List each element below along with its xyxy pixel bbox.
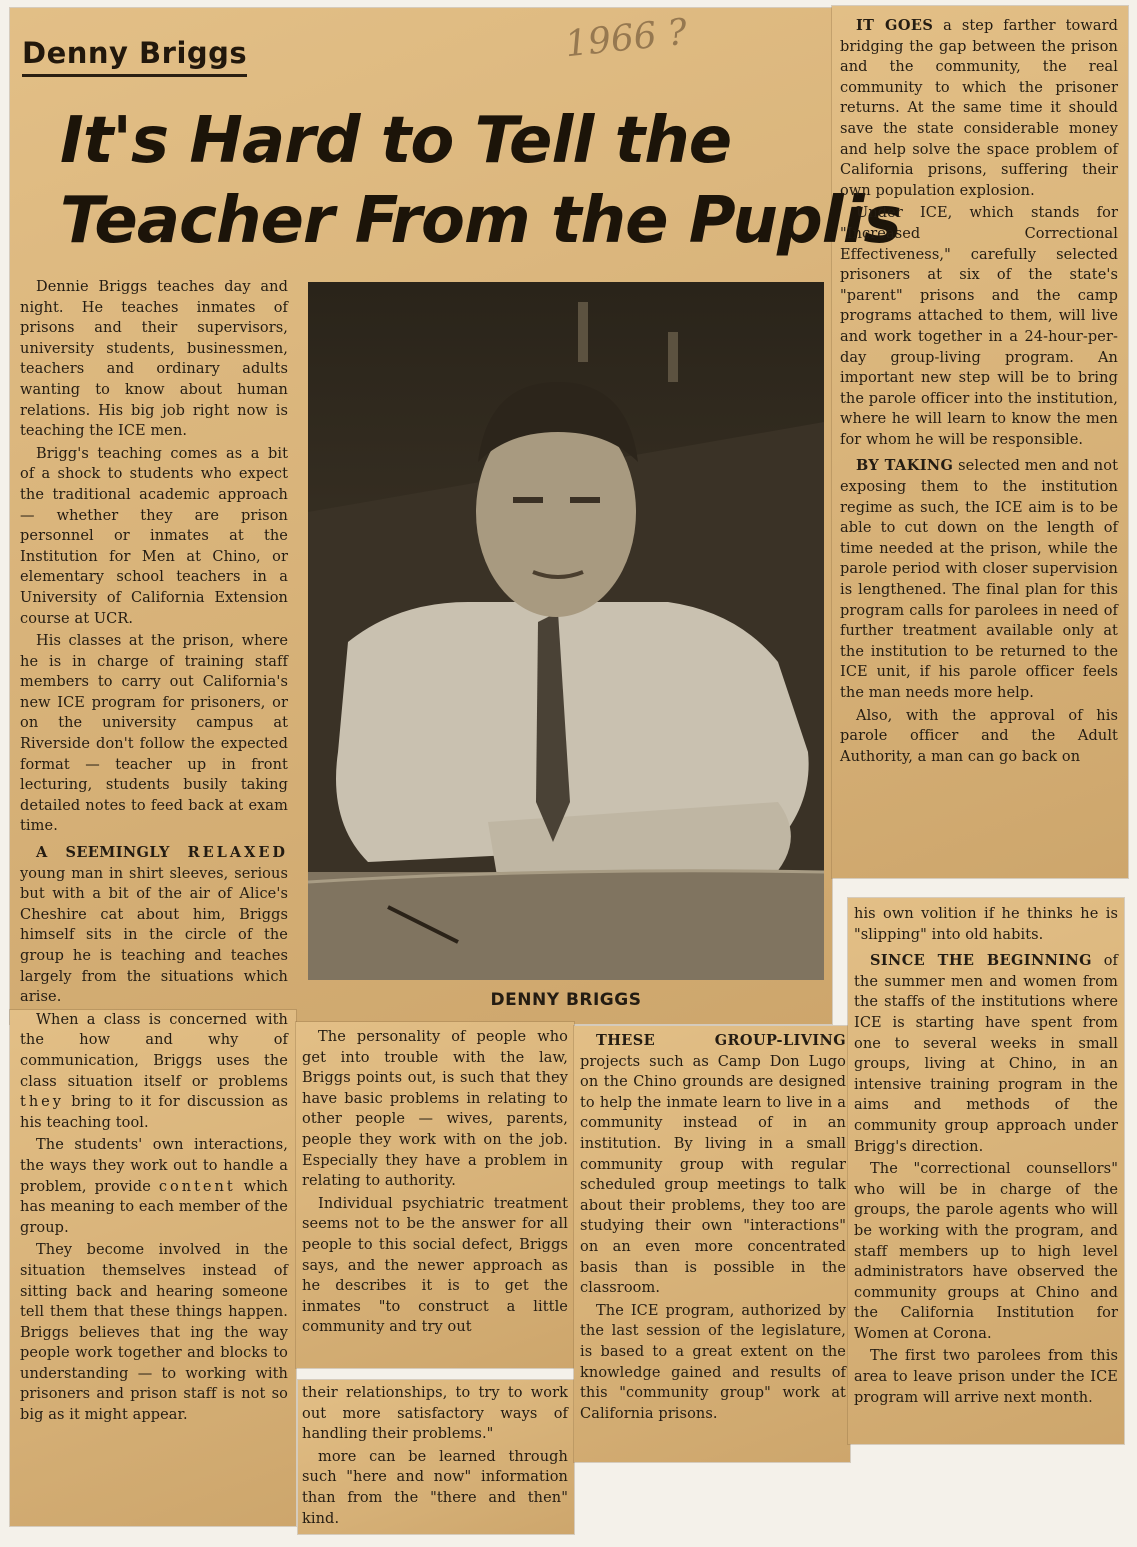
paragraph-text: bring to it for discussion as his teaching tool. [20,1094,288,1131]
paragraph: The personality of people who get into trouble with the law, Briggs points out, is such that they have basic problems in relating to other people — wives, parents, people they work with on the job. Especially they have a problem in relating to authority. [302,1029,568,1190]
paragraph-body: of the summer men and women from the staffs of the institutions where ICE is starting have spent from one to several weeks in small groups, living at Chino, in an intensive training program in the aims and methods of the community group approach under Brigg's direction. [854,953,1118,1155]
paragraph-text: When a class is concerned with the how and why of communication, Briggs uses the class situation itself or problems [20,1011,288,1090]
paragraph: They become involved in the situation themselves instead of sitting back and hearing someone tell them that these things happen. Briggs believes that ing the way people work together and blocks to understanding — to working with prisoners and prison staff is not so big as it might appear. [20,1242,288,1424]
paragraph [840,456,1118,703]
paragraph: Dennie Briggs teaches day and night. He teaches inmates of prisons and their supervisors, university students, businessmen, teachers and ordinary adults wanting to know about human relations. His big job right now is teaching the ICE men. [20,279,288,440]
column-one [20,277,288,1426]
paragraph [854,951,1118,1157]
portrait-photo [308,282,824,980]
paragraph: The ICE program, authorized by the last session of the legislature, is based to a great extent on the knowledge gained and results of this "community group" work at California prisons. [580,1302,846,1422]
byline: Denny Briggs [22,36,247,77]
headline-line-2: Teacher From the Puplis [60,184,901,258]
paragraph-text: which has meaning to each member of the group. [20,1178,288,1236]
paragraph: The "correctional counsellors" who will be in charge of the groups, the parole agents who will be working with the program, and staff members up to high level administrators have observed the community groups at Chino and the California Institution for Women at Corona. [854,1161,1118,1342]
paragraph [840,16,1118,201]
subhead-leadin-spaced: RELAXED [187,844,288,862]
subhead-leadin: THESE GROUP-LIVING [596,1032,846,1049]
spaced-word: they [20,1094,64,1111]
subhead-leadin: BY TAKING [856,457,954,475]
column-two-lower [302,1383,568,1529]
subhead-leadin: SINCE THE BEGINNING [870,952,1092,970]
paragraph [20,1135,288,1238]
paragraph [20,843,288,1008]
portrait-illustration [308,282,824,980]
column-two-upper [302,1027,568,1338]
paragraph-body: a step farther toward bridging the gap between the prison and the community, the real community to which the prisoner returns. At the same time it should save the state considerable money and help solve the space problem of California prisons, suffering their own population explosion. [840,18,1118,199]
paragraph-text: The students' own interactions, the ways they work out to handle a problem, provide [20,1137,288,1195]
paragraph: their relationships, to try to work out more satisfactory ways of handling their problems." [302,1385,568,1443]
paragraph [20,1010,288,1134]
column-five [854,904,1118,1408]
column-three [580,1031,846,1424]
paragraph-body: selected men and not exposing them to the institution regime as such, the ICE aim is to be able to cut down on the length of time needed at the prison, while the parole period with closer supervision is lengthened. The final plan for this program calls for parolees in need of further treatment available only at the institution to be returned to the ICE unit, if his parole officer feels the man needs more help. [840,458,1118,701]
paragraph: more can be learned through such "here and now" information than from the "there and then" kind. [302,1448,568,1527]
paragraph-body: projects such as Camp Don Lugo on the Chino grounds are designed to help the inmate learn to live in a community instead of in an institution. By living in a small community group with regular scheduled group meetings to talk about their problems, they too are studying their own "interactions" on an even more concentrated basis than is possible in the classroom. [580,1053,846,1297]
handwritten-date-note: 1966 ? [563,11,690,66]
spaced-word: content [158,1178,236,1195]
headline-line-1: It's Hard to Tell the [60,104,732,178]
subhead-leadin: IT GOES [856,17,934,34]
photo-caption: DENNY BRIGGS [490,990,642,1010]
subhead-leadin: A SEEMINGLY [36,844,188,862]
paragraph: Individual psychiatric treatment seems not to be the answer for all people to this social defect, Briggs says, and the newer approach as he describes it is to get the inmates "to construct a little community and try out [302,1195,568,1336]
paragraph: His classes at the prison, where he is in charge of training staff members to carry out California's new ICE program for prisoners, or on the university campus at Riverside don't follow the expected format — teacher up in front lecturing, students busily taking detailed notes to feed back at exam time. [20,633,288,835]
paragraph: his own volition if he thinks he is "slipping" into old habits. [854,906,1118,943]
paragraph: Brigg's teaching comes as a bit of a shock to students who expect the traditional academic approach — whether they are prison personnel or inmates at the Institution for Men at Chino, or elementary school teachers in a University of California Extension course at UCR. [20,445,288,627]
column-four [840,16,1118,767]
paragraph: Under ICE, which stands for "Increased Correctional Effectiveness," carefully selected prisoners at six of the state's "parent" prisons and the camp programs attached to them, will live and work together in a 24-hour-per-day group-living program. An important new step will be to bring the parole officer into the institution, where he will learn to know the men for whom he will be responsible. [840,205,1118,448]
paragraph: The first two parolees from this area to leave prison under the ICE program will arrive next month. [854,1348,1118,1406]
paragraph [580,1031,846,1299]
paragraph: Also, with the approval of his parole officer and the Adult Authority, a man can go back on [840,707,1118,765]
paragraph-body: young man in shirt sleeves, serious but with a bit of the air of Alice's Cheshire cat about him, Briggs himself sits in the circle of the group he is teaching and teaches largely from the situations which arise. [20,865,288,1006]
